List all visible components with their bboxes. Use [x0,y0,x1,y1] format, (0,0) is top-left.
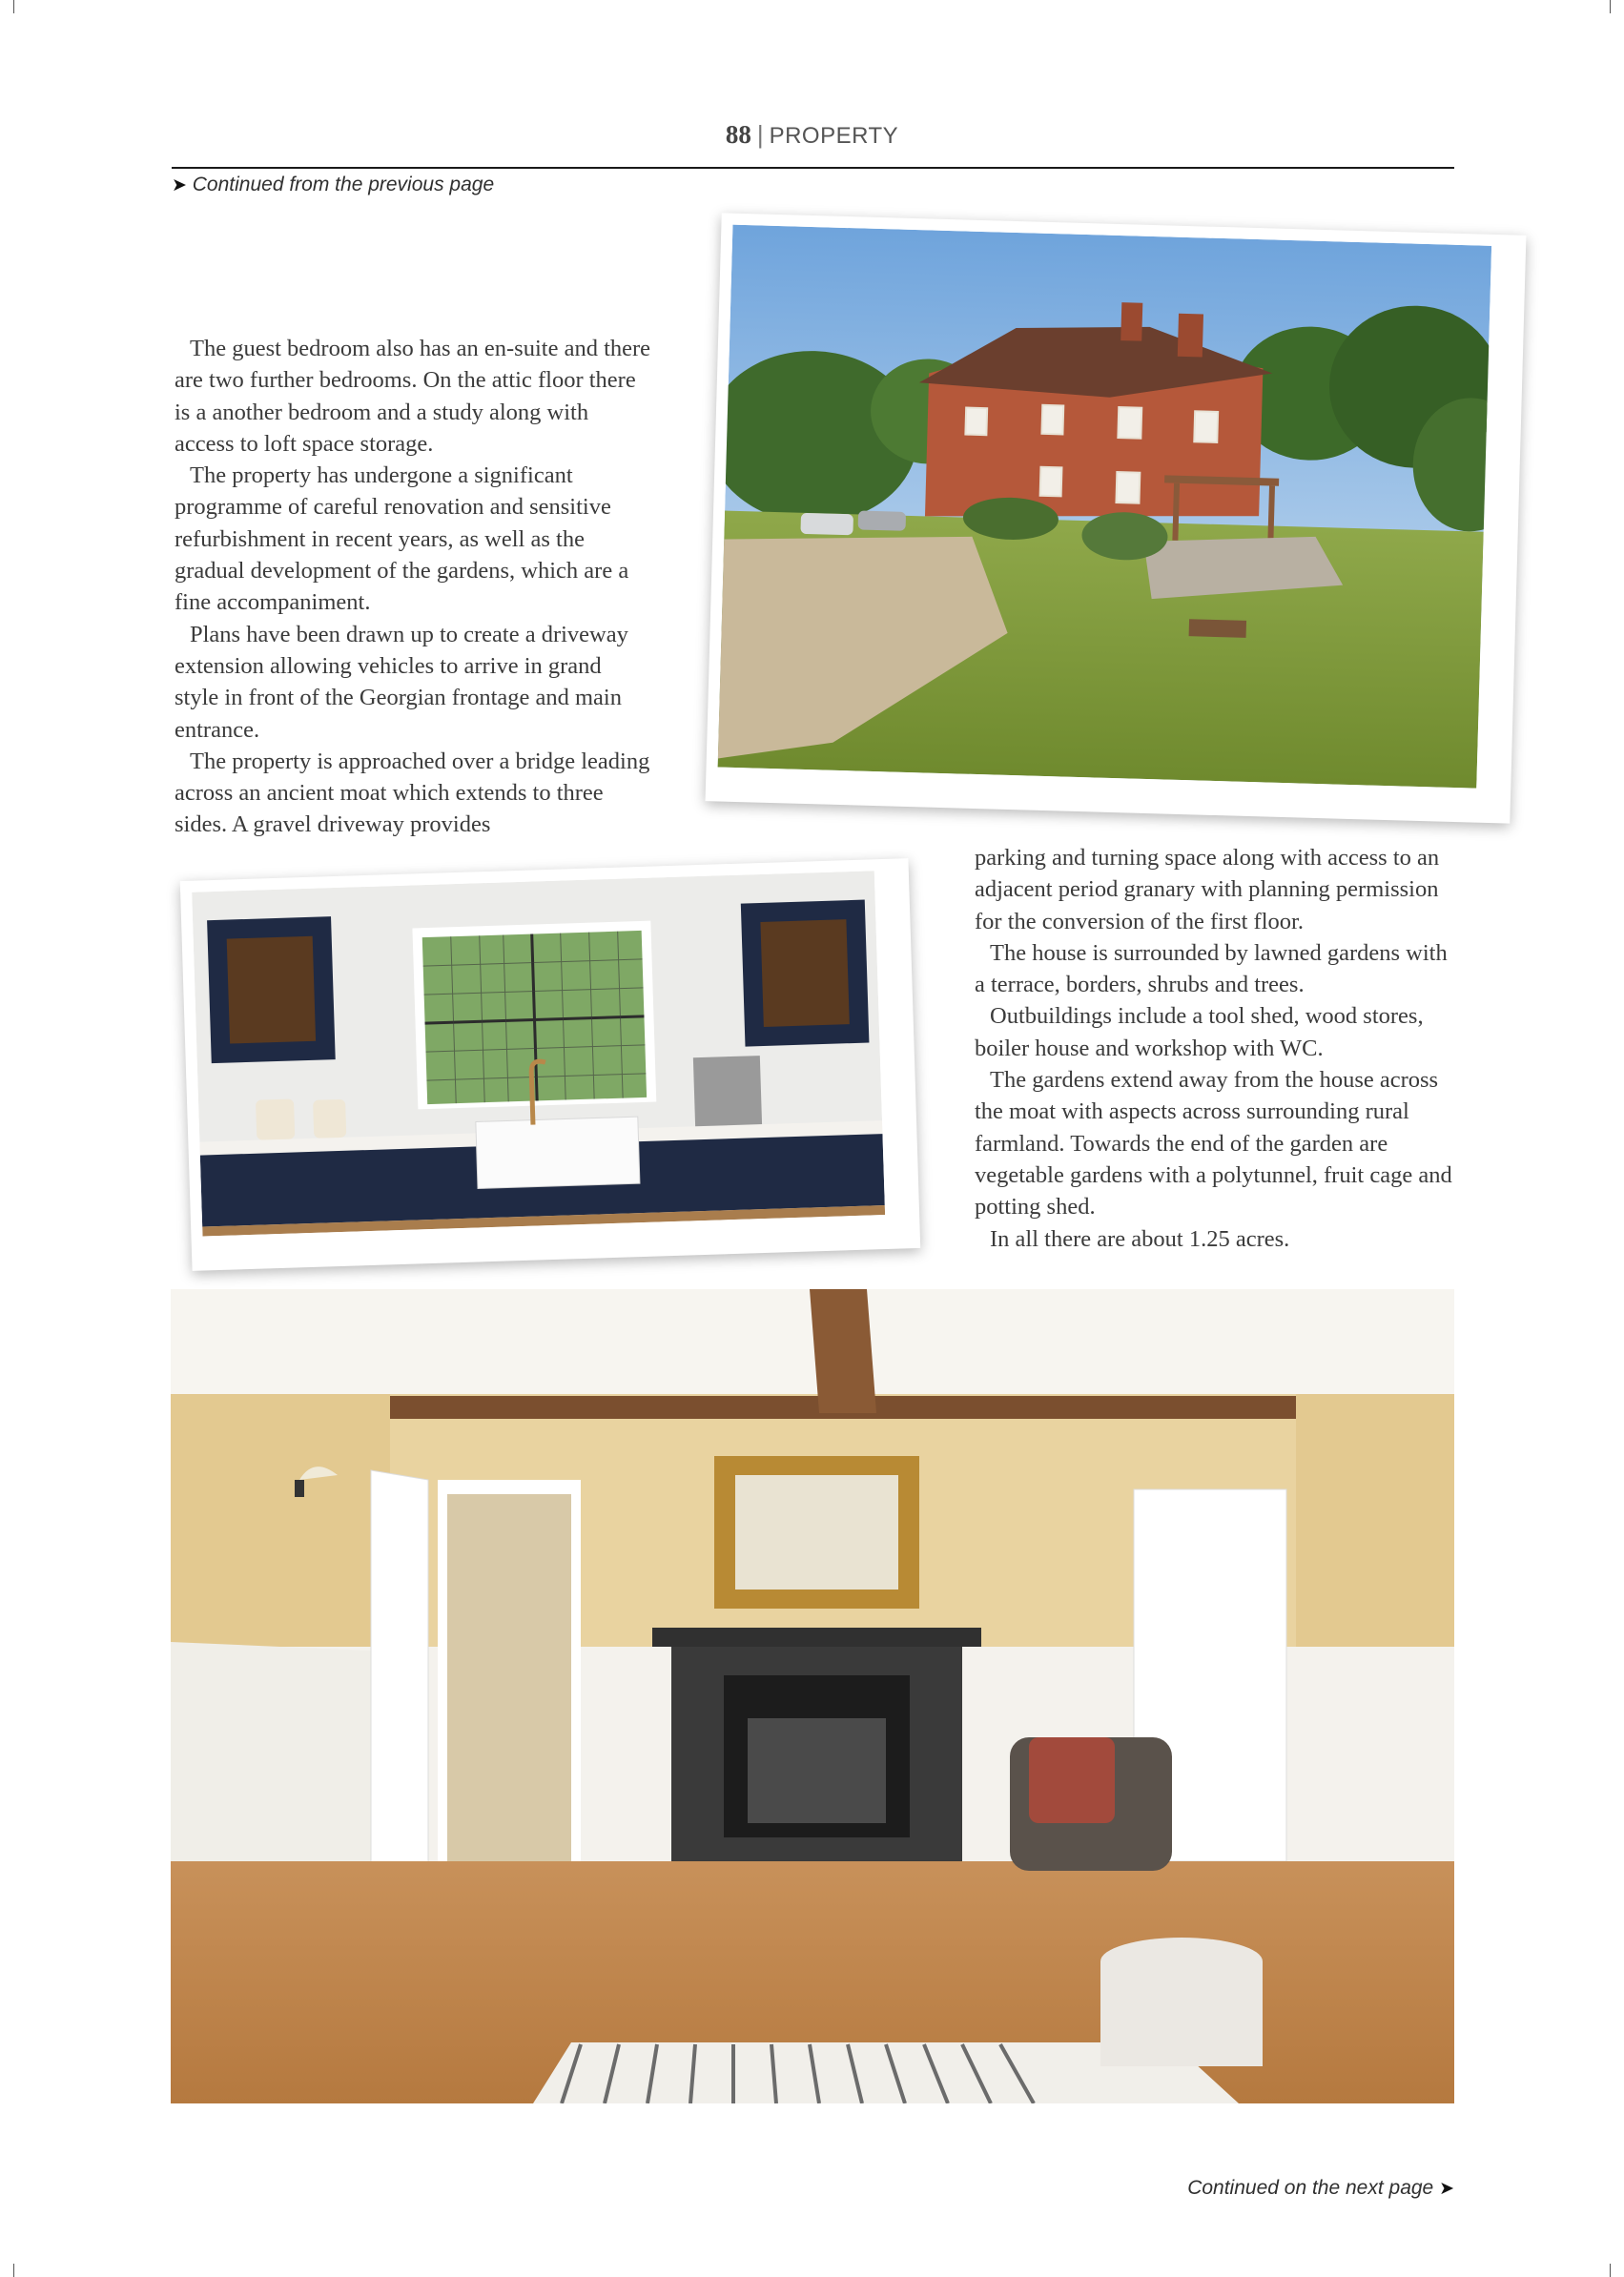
article-column-right [975,842,1461,1255]
continued-on-note [1187,2177,1454,2200]
paragraph: The guest bedroom also has an en-suite and there are two further bedrooms. On the attic floor there is a another bedroom and a study along with access to loft space storage. [175,336,651,457]
article-column-left [175,333,651,841]
kitchen-photo [180,858,920,1271]
living-room-illustration [171,1289,1454,2103]
house-exterior-illustration [718,225,1492,789]
continued-on-text: Continued on the next page [1187,2177,1434,2199]
paragraph: The gardens extend away from the house across the moat with aspects across surrounding rural farmland. Towards the end of the garden are vegetable gardens with a polytunnel, fruit cage and potting shed. [975,1067,1452,1221]
page-header [0,120,1624,150]
right-arrowhead-icon: ➤ [1439,2179,1454,2199]
header-rule [172,167,1454,169]
paragraph: The house is surrounded by lawned gardens with a terrace, borders, shrubs and trees. [975,939,1448,998]
paragraph: The property is approached over a bridge leading across an ancient moat which extends to three sides. A gravel driveway provides [175,748,650,838]
continued-from-text: Continued from the previous page [192,174,495,195]
paragraph: parking and turning space along with access to an adjacent period granary with planning permission for the conversion of the first floor. [975,845,1440,934]
page-number: 88 [725,120,751,149]
crop-mark [1610,0,1611,13]
paragraph: In all there are about 1.25 acres. [990,1225,1290,1252]
paragraph: The property has undergone a significant programme of careful renovation and sensitive refurbishment in recent years, as well as the gradual development of the gardens, which are a fine accompaniment. [175,462,629,616]
crop-mark [13,2264,14,2277]
house-exterior-photo [706,213,1527,823]
header-separator: | [756,120,764,149]
right-arrowhead-icon: ➤ [172,175,187,195]
kitchen-illustration [192,871,885,1236]
section-title: PROPERTY [769,123,899,149]
crop-mark [1610,2264,1611,2277]
crop-mark [13,0,14,13]
paragraph: Plans have been drawn up to create a driveway extension allowing vehicles to arrive in grand style in front of the Georgian frontage and main entrance. [175,621,628,743]
living-room-photo [171,1289,1454,2103]
continued-from-note [172,174,494,196]
paragraph: Outbuildings include a tool shed, wood stores, boiler house and workshop with WC. [975,1003,1424,1061]
